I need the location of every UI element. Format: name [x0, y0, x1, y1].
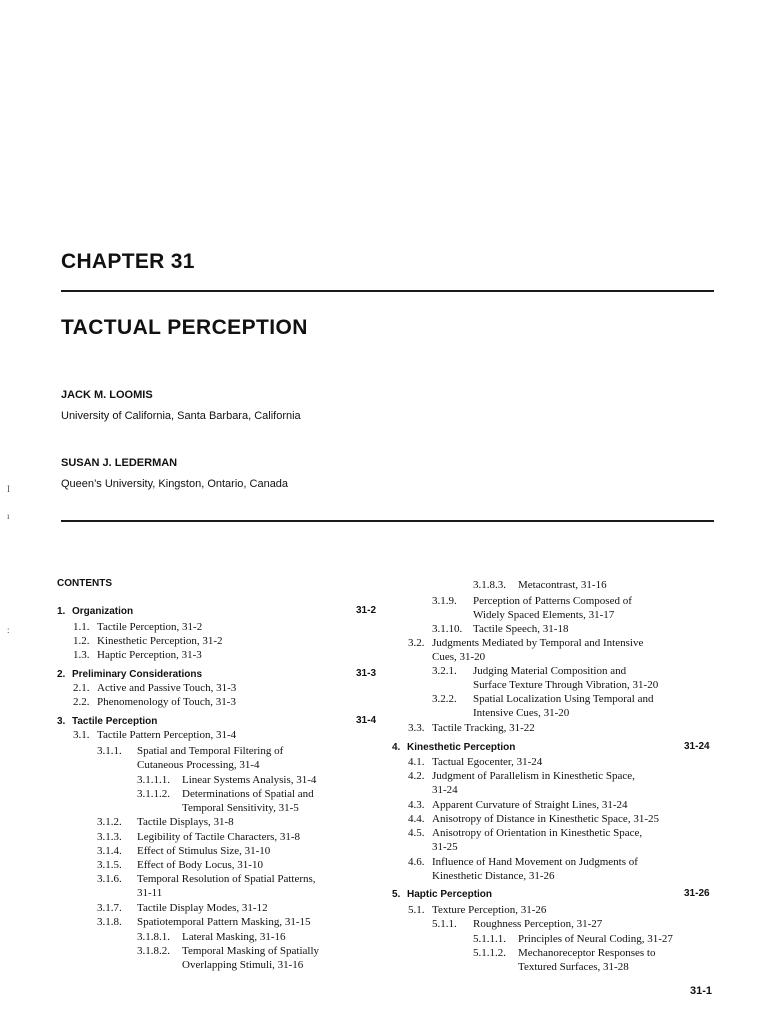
toc-section-page: 31-24 [684, 741, 710, 752]
contents-heading: CONTENTS [57, 578, 112, 589]
toc-entry-text: Mechanoreceptor Responses to [518, 947, 656, 959]
toc-section-title: Haptic Perception [407, 889, 493, 900]
header-rule-top [61, 290, 714, 292]
toc-entry-continuation: Cues, 31-20 [432, 651, 486, 663]
toc-entry-text: Lateral Masking, 31-16 [182, 931, 286, 943]
toc-entry-number: 3.1.6. [97, 873, 122, 885]
toc-entry-text: Texture Perception, 31-26 [432, 904, 547, 916]
toc-entry-number: 3.1.10. [432, 623, 463, 635]
toc-entry-number: 3.1.5. [97, 859, 122, 871]
toc-entry-continuation: Cutaneous Processing, 31-4 [137, 759, 260, 771]
toc-section-title: Preliminary Considerations [72, 669, 203, 680]
toc-entry-number: 3.1.8.2. [137, 945, 170, 957]
toc-section-page: 31-4 [356, 715, 377, 726]
toc-entry-number: 4. [392, 742, 401, 753]
toc-entry-text: Legibility of Tactile Characters, 31-8 [137, 831, 301, 843]
toc-entry-text: Metacontrast, 31-16 [518, 579, 607, 591]
toc-entry-number: 3. [57, 716, 66, 727]
toc-entry-continuation: Intensive Cues, 31-20 [473, 707, 570, 719]
toc-section-title: Tactile Perception [72, 716, 158, 727]
toc-entry-number: 2.1. [73, 682, 90, 694]
toc-entry-text: Judging Material Composition and [473, 665, 627, 677]
toc-entry-text: Tactile Tracking, 31-22 [432, 722, 535, 734]
toc-entry-number: 3.2.2. [432, 693, 457, 705]
toc-entry-text: Tactual Egocenter, 31-24 [432, 756, 543, 768]
toc-entry-number: 5.1. [408, 904, 425, 916]
toc-entry-number: 5.1.1.1. [473, 933, 506, 945]
margin-mark: ı [7, 511, 10, 521]
toc-entry-continuation: Kinesthetic Distance, 31-26 [432, 870, 555, 882]
toc-entry-text: Perception of Patterns Composed of [473, 595, 632, 607]
toc-entry-number: 4.4. [408, 813, 425, 825]
toc-entry-number: 3.2. [408, 637, 425, 649]
toc-entry-text: Roughness Perception, 31-27 [473, 918, 603, 930]
margin-mark: : [7, 625, 10, 635]
toc-entry-number: 3.1.1.1. [137, 774, 170, 786]
toc-entry-number: 5. [392, 889, 401, 900]
toc-entry-number: 3.1.9. [432, 595, 457, 607]
toc-entry-text: Spatial and Temporal Filtering of [137, 745, 284, 757]
toc-entry-number: 3.2.1. [432, 665, 457, 677]
toc-entry-text: Spatiotemporal Pattern Masking, 31-15 [137, 916, 311, 928]
toc-entry-number: 3.1.8. [97, 916, 122, 928]
toc-entry-text: Determinations of Spatial and [182, 788, 314, 800]
toc-entry-number: 4.1. [408, 756, 425, 768]
toc-entry-text: Anisotropy of Distance in Kinesthetic Space, 31-25 [432, 813, 659, 825]
toc-entry-text: Tactile Speech, 31-18 [473, 623, 569, 635]
toc-entry-number: 5.1.1.2. [473, 947, 506, 959]
toc-entry-text: Anisotropy of Orientation in Kinesthetic Space, [432, 827, 643, 839]
toc-entry-number: 3.1.7. [97, 902, 122, 914]
toc-entry-number: 5.1.1. [432, 918, 457, 930]
toc-entry-continuation: 31-25 [432, 841, 458, 853]
toc-entry-continuation: Surface Texture Through Vibration, 31-20 [473, 679, 659, 691]
toc-entry-text: Temporal Masking of Spatially [182, 945, 320, 957]
toc-entry-text: Temporal Resolution of Spatial Patterns, [137, 873, 316, 885]
author-affiliation: Queen’s University, Kingston, Ontario, Canada [61, 478, 289, 490]
toc-section-page: 31-26 [684, 888, 710, 899]
toc-entry-number: 3.1.2. [97, 816, 122, 828]
toc-entry-text: Effect of Body Locus, 31-10 [137, 859, 263, 871]
toc-entry-text: Tactile Perception, 31-2 [97, 621, 203, 633]
toc-entry-text: Tactile Displays, 31-8 [137, 816, 234, 828]
toc-section-page: 31-3 [356, 668, 377, 679]
toc-entry-text: Active and Passive Touch, 31-3 [97, 682, 237, 694]
toc-entry-number: 3.1.4. [97, 845, 122, 857]
toc-entry-number: 3.1.8.3. [473, 579, 506, 591]
toc-entry-number: 3.1.1.2. [137, 788, 170, 800]
toc-entry-number: 1.3. [73, 649, 90, 661]
author-affiliation: University of California, Santa Barbara, California [61, 410, 301, 422]
toc-entry-number: 1.1. [73, 621, 90, 633]
toc-section-title: Kinesthetic Perception [407, 742, 516, 753]
toc-entry-text: Judgment of Parallelism in Kinesthetic Space, [432, 770, 635, 782]
toc-entry-text: Phenomenology of Touch, 31-3 [97, 696, 236, 708]
margin-mark: I [7, 484, 10, 494]
toc-entry-text: Effect of Stimulus Size, 31-10 [137, 845, 271, 857]
toc-entry-text: Spatial Localization Using Temporal and [473, 693, 654, 705]
toc-entry-number: 2. [57, 669, 66, 680]
chapter-title: TACTUAL PERCEPTION [61, 316, 308, 339]
toc-entry-number: 3.1.1. [97, 745, 122, 757]
toc-entry-text: Influence of Hand Movement on Judgments of [432, 856, 638, 868]
author-name: JACK M. LOOMIS [61, 389, 153, 401]
toc-entry-text: Judgments Mediated by Temporal and Intensive [432, 637, 644, 649]
toc-entry-text: Tactile Pattern Perception, 31-4 [97, 729, 237, 741]
toc-entry-number: 4.2. [408, 770, 425, 782]
toc-entry-text: Tactile Display Modes, 31-12 [137, 902, 268, 914]
toc-entry-continuation: Overlapping Stimuli, 31-16 [182, 959, 304, 971]
header-rule-bottom [61, 520, 714, 522]
toc-entry-continuation: Temporal Sensitivity, 31-5 [182, 802, 299, 814]
toc-entry-number: 4.3. [408, 799, 425, 811]
toc-entry-text: Principles of Neural Coding, 31-27 [518, 933, 673, 945]
toc-entry-continuation: Widely Spaced Elements, 31-17 [473, 609, 615, 621]
toc-entry-number: 4.6. [408, 856, 425, 868]
toc-entry-continuation: Textured Surfaces, 31-28 [518, 961, 629, 973]
author-name: SUSAN J. LEDERMAN [61, 457, 178, 469]
toc-entry-number: 3.3. [408, 722, 425, 734]
toc-section-page: 31-2 [356, 605, 377, 616]
page-number: 31-1 [690, 985, 713, 997]
toc-entry-text: Apparent Curvature of Straight Lines, 31-24 [432, 799, 628, 811]
toc-entry-number: 1.2. [73, 635, 90, 647]
toc-entry-text: Haptic Perception, 31-3 [97, 649, 202, 661]
toc-entry-text: Linear Systems Analysis, 31-4 [182, 774, 317, 786]
toc-section-title: Organization [72, 606, 134, 617]
toc-entry-number: 4.5. [408, 827, 425, 839]
toc-entry-text: Kinesthetic Perception, 31-2 [97, 635, 223, 647]
toc-entry-continuation: 31-11 [137, 887, 163, 899]
toc-entry-number: 1. [57, 606, 66, 617]
toc-entry-number: 3.1.8.1. [137, 931, 170, 943]
toc-entry-number: 3.1.3. [97, 831, 122, 843]
chapter-label: CHAPTER 31 [61, 250, 195, 273]
toc-entry-number: 2.2. [73, 696, 90, 708]
toc-entry-continuation: 31-24 [432, 784, 458, 796]
toc-entry-number: 3.1. [73, 729, 90, 741]
